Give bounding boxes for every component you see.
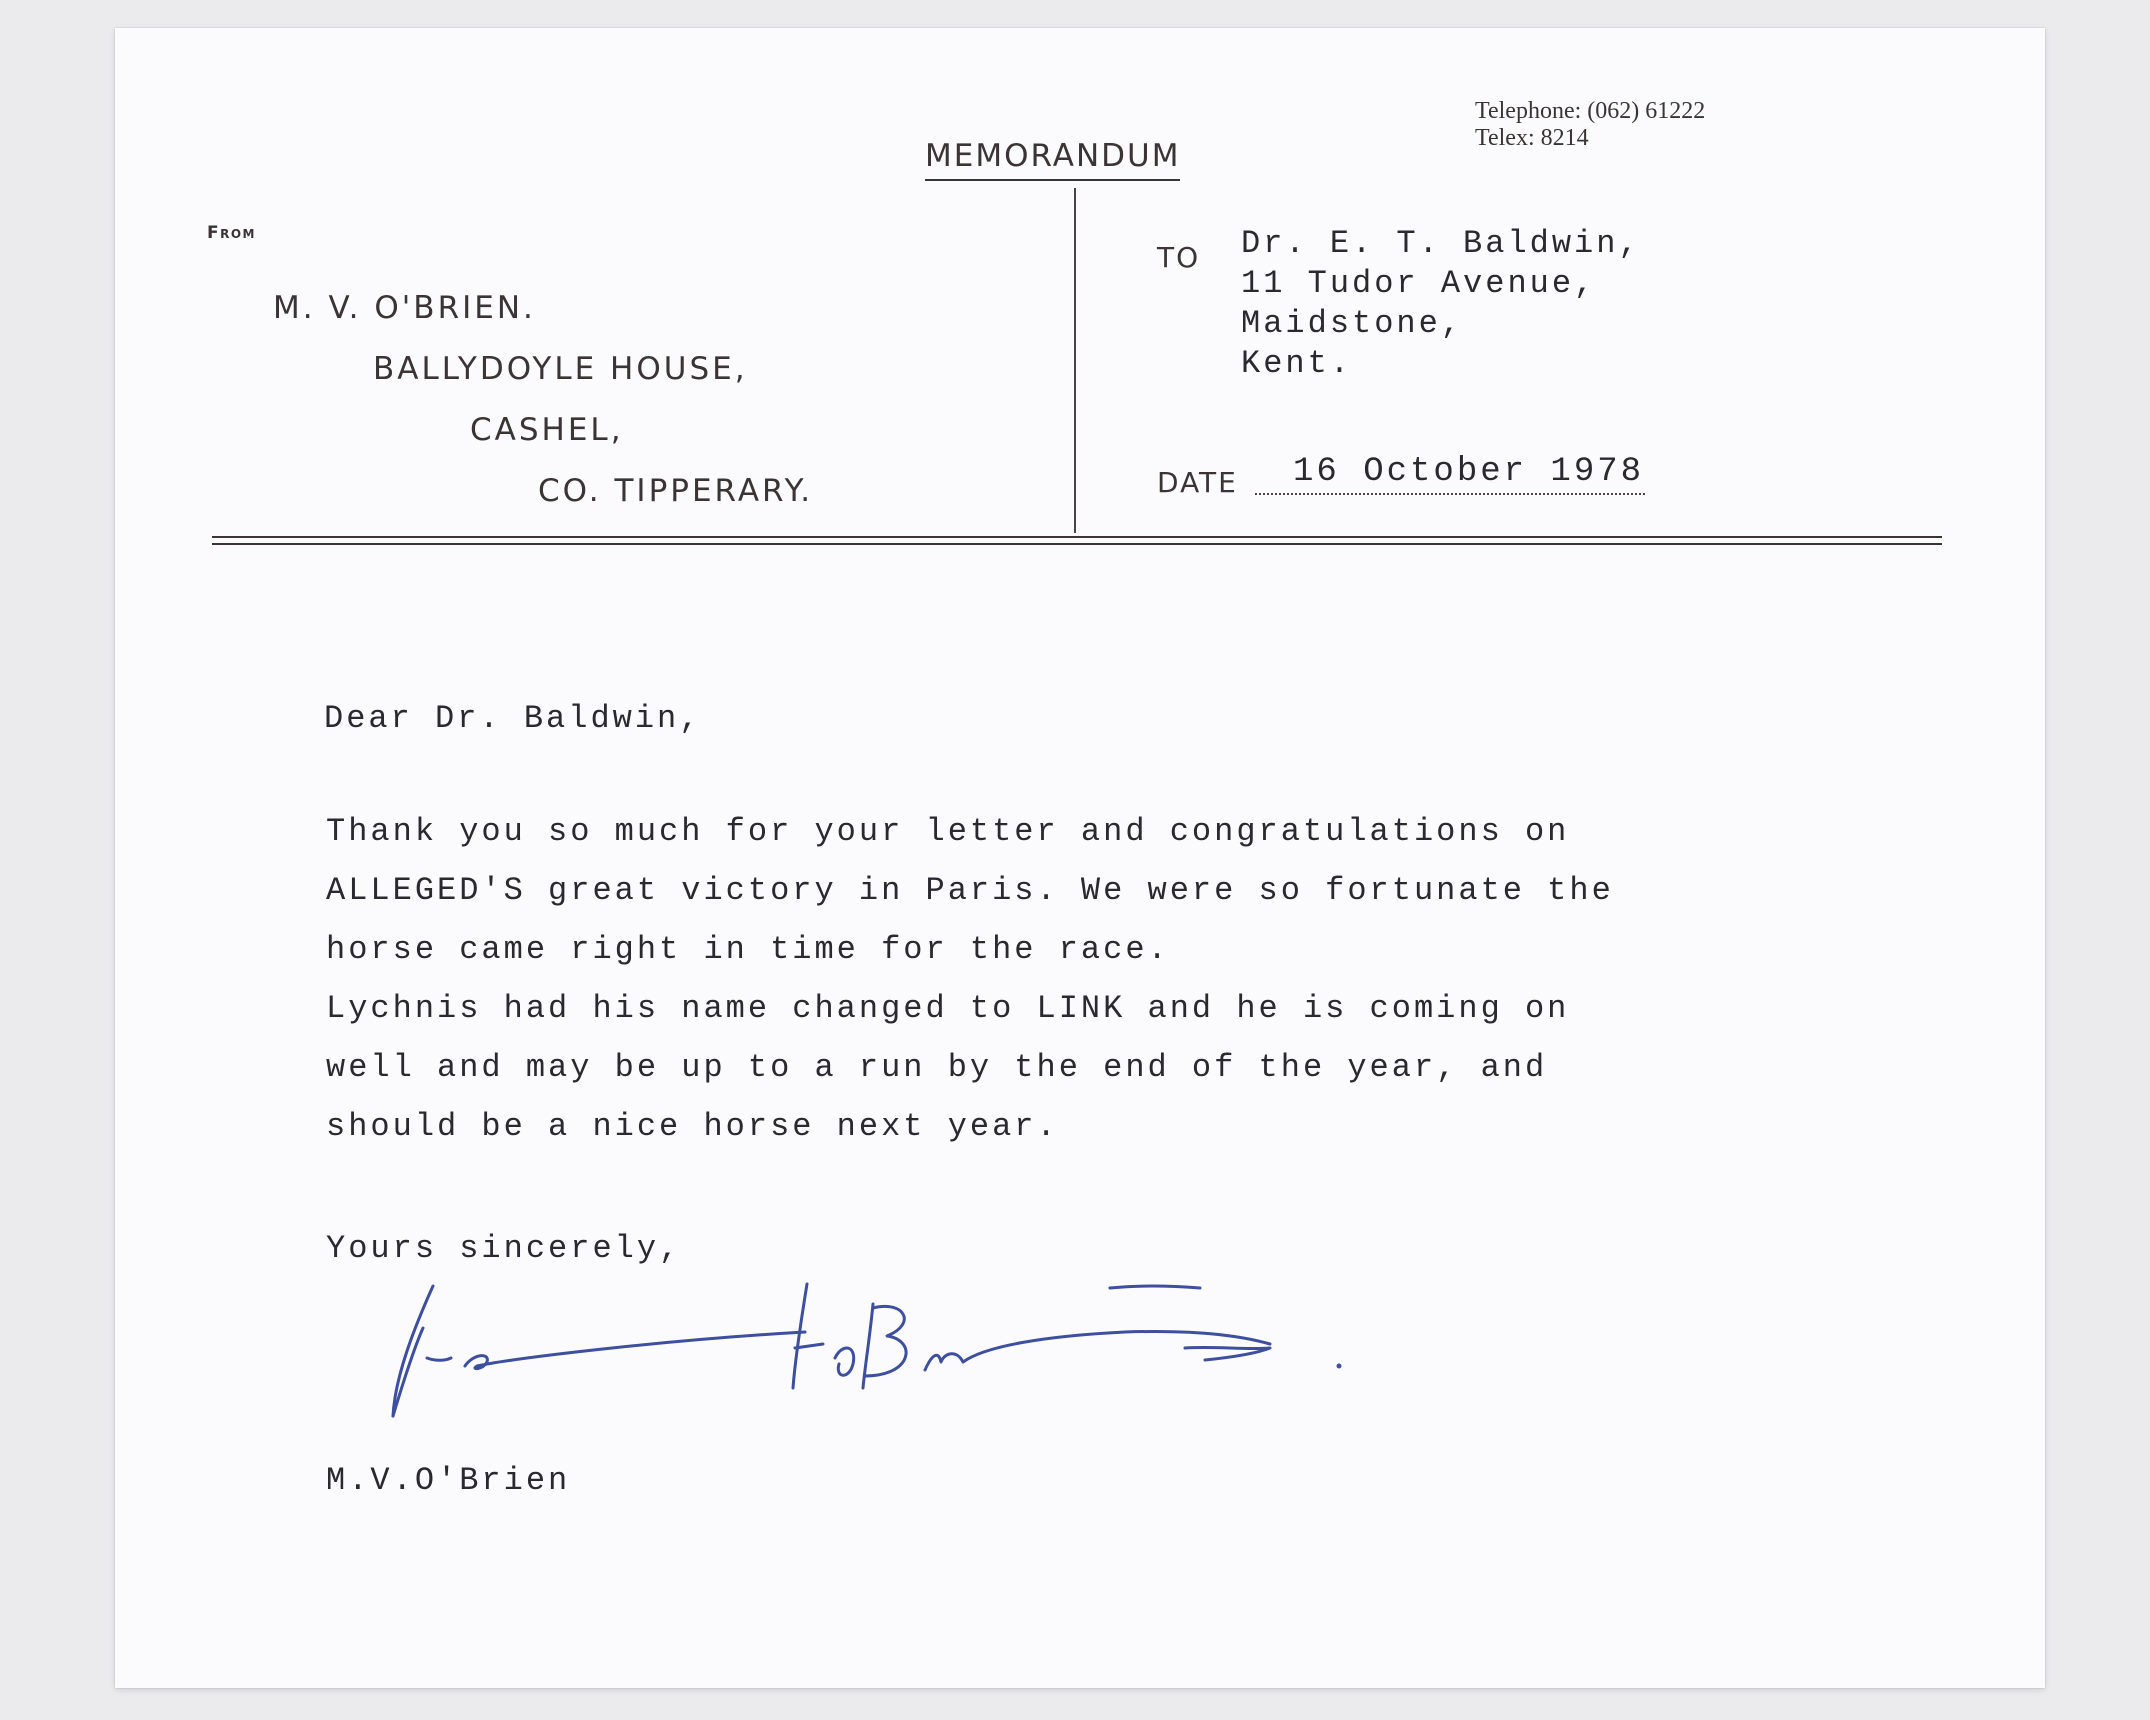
recipient-line: Kent.	[1241, 345, 1353, 382]
closing: Yours sincerely,	[326, 1230, 682, 1267]
recipient-address	[1241, 224, 1641, 384]
body-line: Thank you so much for your letter and congratulations on	[326, 813, 1570, 850]
body-line: should be a nice horse next year.	[326, 1108, 1059, 1145]
body-line: Lychnis had his name changed to LINK and he is coming on	[326, 990, 1570, 1027]
date-label: DATE	[1157, 466, 1238, 499]
recipient-line: 11 Tudor Avenue,	[1241, 265, 1597, 302]
from-label: From	[207, 223, 256, 243]
recipient-line: Dr. E. T. Baldwin,	[1241, 225, 1641, 262]
body-line: horse came right in time for the race.	[326, 931, 1170, 968]
date-dotted-rule	[1255, 493, 1645, 495]
telephone-line: Telephone: (062) 61222	[1475, 98, 1706, 124]
telex-line: Telex: 8214	[1475, 125, 1589, 151]
contact-block	[1475, 98, 1705, 152]
from-line-house: BALLYDOYLE HOUSE,	[373, 351, 748, 387]
body-line: well and may be up to a run by the end of the year, and	[326, 1049, 1548, 1086]
from-line-name: M. V. O'BRIEN.	[273, 290, 536, 326]
signature-name: M.V.O'Brien	[326, 1462, 571, 1499]
header-rule-bottom	[212, 543, 1942, 545]
to-label: TO	[1157, 241, 1201, 274]
body-line: ALLEGED'S great victory in Paris. We were so fortunate the	[326, 872, 1614, 909]
from-line-town: CASHEL,	[470, 412, 624, 448]
column-divider	[1074, 188, 1076, 533]
handwritten-signature	[365, 1266, 1625, 1426]
header-rule-top	[212, 536, 1942, 538]
memorandum-sheet	[115, 28, 2045, 1688]
letter-body	[326, 802, 1614, 1156]
recipient-line: Maidstone,	[1241, 305, 1464, 342]
salutation: Dear Dr. Baldwin,	[324, 700, 702, 737]
from-line-county: CO. TIPPERARY.	[538, 473, 814, 509]
date-value: 16 October 1978	[1293, 453, 1645, 491]
memo-title: MEMORANDUM	[925, 138, 1180, 181]
